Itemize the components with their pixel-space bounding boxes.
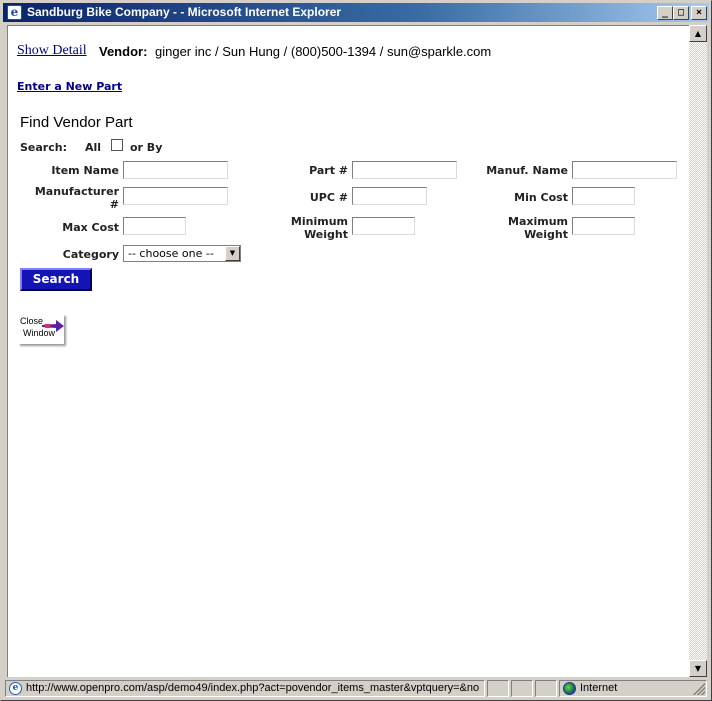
- scroll-up-icon[interactable]: ▲: [689, 25, 707, 42]
- category-select[interactable]: [123, 245, 241, 262]
- show-detail-link[interactable]: Show Detail: [17, 43, 87, 58]
- max-cost-label: Max Cost: [62, 221, 119, 234]
- min-weight-input[interactable]: [352, 217, 415, 235]
- max-weight-input[interactable]: [572, 217, 635, 235]
- manuf-name-input[interactable]: [572, 161, 677, 179]
- page-title: Find Vendor Part: [20, 114, 133, 131]
- manufacturer-no-input[interactable]: [123, 187, 228, 205]
- status-url-panel: [5, 680, 485, 697]
- status-panel-2: [511, 680, 533, 697]
- close-window-button[interactable]: [18, 314, 64, 344]
- window-title: Sandburg Bike Company - - Microsoft Internet Explorer: [27, 5, 342, 19]
- category-label: Category: [62, 248, 119, 261]
- enter-new-part-link[interactable]: Enter a New Part: [17, 80, 123, 93]
- close-button[interactable]: ×: [691, 6, 707, 20]
- manuf-name-label: Manuf. Name: [486, 164, 568, 177]
- part-no-input[interactable]: [352, 161, 457, 179]
- vendor-label: Vendor:: [99, 44, 148, 59]
- min-cost-label: Min Cost: [514, 191, 568, 204]
- item-name-input[interactable]: [123, 161, 228, 179]
- part-no-label: Part #: [309, 164, 348, 177]
- min-cost-input[interactable]: [572, 187, 635, 205]
- status-panel-1: [487, 680, 509, 697]
- ie-page-icon: e: [7, 5, 22, 20]
- max-weight-label-line2: Weight: [524, 228, 568, 241]
- globe-icon: [563, 682, 576, 695]
- all-label: All: [85, 141, 102, 154]
- min-weight-label-line1: Minimum: [290, 215, 348, 228]
- upc-no-label: UPC #: [309, 191, 348, 204]
- item-name-label: Item Name: [51, 164, 119, 177]
- status-bar: [3, 679, 709, 698]
- status-zone: Internet: [580, 682, 618, 694]
- title-bar[interactable]: [3, 3, 709, 22]
- manufacturer-no-label: [20, 185, 119, 211]
- close-window-line1: Close: [20, 316, 44, 326]
- status-zone-panel: [559, 680, 707, 697]
- search-all-checkbox[interactable]: [111, 139, 123, 151]
- min-weight-label: [268, 215, 348, 241]
- max-weight-label-line1: Maximum: [508, 215, 568, 228]
- search-label: Search:: [20, 141, 67, 154]
- page-content: [7, 25, 689, 677]
- min-weight-label-line2: Weight: [304, 228, 348, 241]
- manufacturer-no-label-line1: Manufacturer: [34, 185, 119, 198]
- scroll-down-icon[interactable]: ▼: [689, 660, 707, 677]
- status-panel-3: [535, 680, 557, 697]
- vertical-scrollbar[interactable]: [689, 25, 707, 677]
- ie-page-icon: e: [9, 682, 22, 695]
- vendor-info: ginger inc / Sun Hung / (800)500-1394 / sun@sparkle.com: [155, 44, 492, 59]
- maximize-button[interactable]: □: [673, 6, 689, 20]
- max-cost-input[interactable]: [123, 217, 186, 235]
- minimize-button[interactable]: _: [657, 6, 673, 20]
- upc-no-input[interactable]: [352, 187, 427, 205]
- close-window-line2: Window: [23, 328, 56, 338]
- category-selected-value: -- choose one --: [128, 247, 214, 260]
- status-url: http://www.openpro.com/asp/demo49/index.php?act=povendor_items_master&vptquery=&no: [26, 682, 480, 694]
- resize-grip-icon[interactable]: [693, 683, 705, 695]
- search-button[interactable]: Search: [20, 268, 92, 291]
- arrow-icon: [42, 320, 64, 332]
- or-by-label: or By: [130, 141, 163, 154]
- max-weight-label: [468, 215, 568, 241]
- manufacturer-no-label-line2: #: [109, 198, 119, 211]
- chevron-down-icon[interactable]: ▼: [225, 246, 240, 261]
